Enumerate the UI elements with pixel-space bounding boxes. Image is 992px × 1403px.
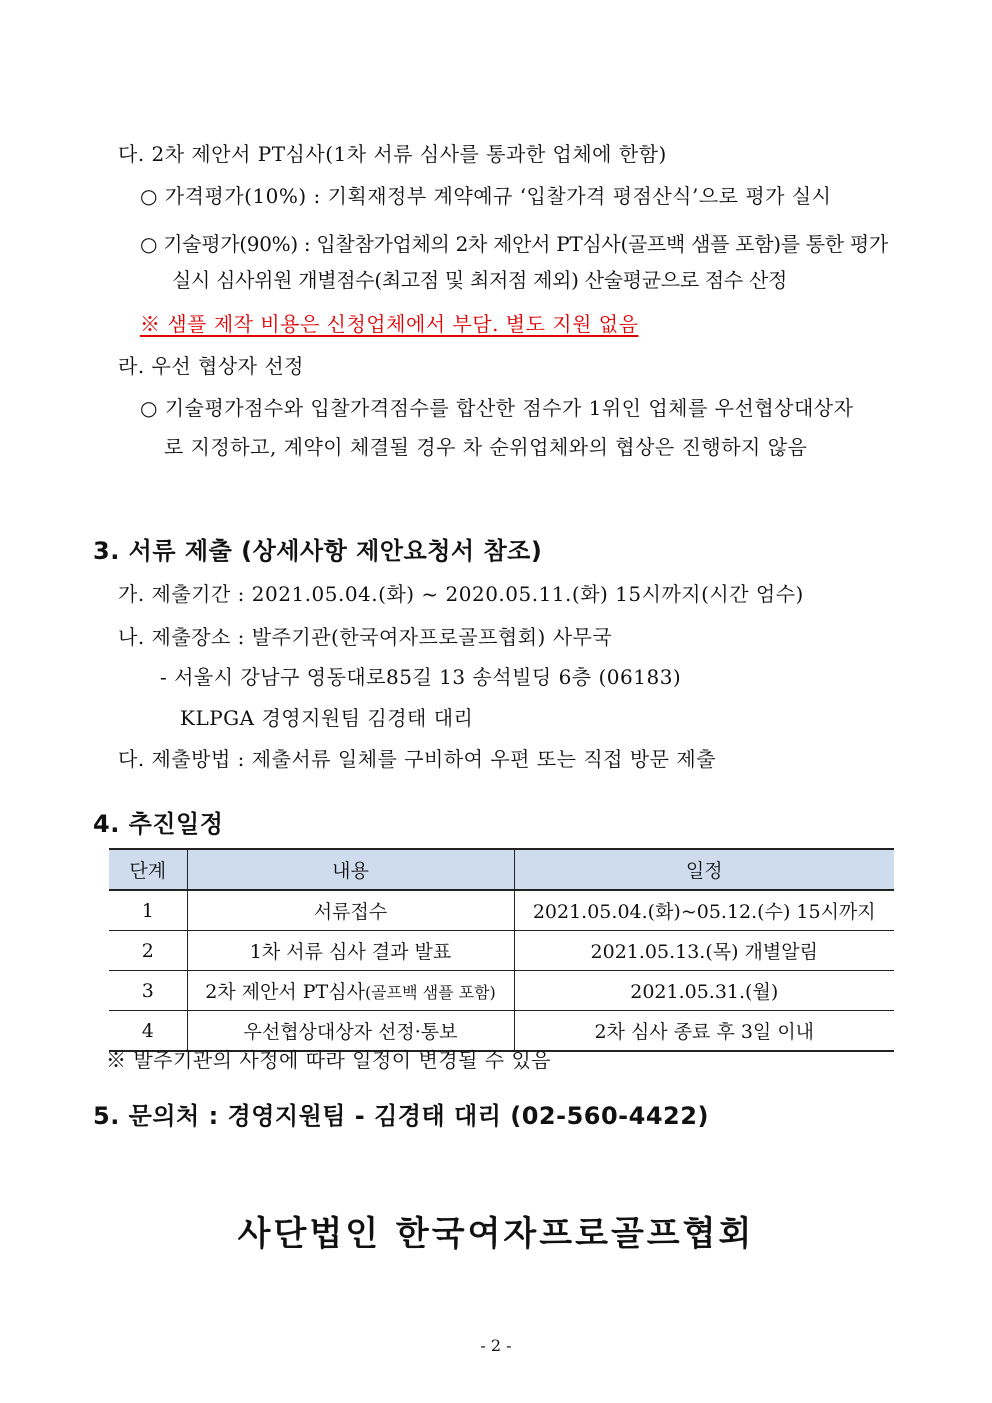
step-cell: 1 — [109, 890, 187, 931]
step-cell: 3 — [109, 971, 187, 1011]
content-text: 1차 서류 심사 결과 발표 — [249, 941, 452, 963]
submit-period: 가. 제출기간 : 2021.05.04.(화) ~ 2020.05.11.(화) 15시까지(시간 엄수) — [118, 582, 804, 606]
schedule-cell: 2차 심사 종료 후 3일 이내 — [514, 1011, 894, 1052]
content-cell — [187, 971, 514, 1011]
priority-line2: 로 지정하고, 계약이 체결될 경우 차 순위업체와의 협상은 진행하지 않음 — [164, 435, 808, 459]
content-text: 서류접수 — [313, 901, 388, 923]
schedule-cell: 2021.05.31.(월) — [514, 971, 894, 1011]
schedule-cell: 2021.05.13.(목) 개별알림 — [514, 931, 894, 971]
section3-heading: 3. 서류 제출 (상세사항 제안요청서 참조) — [93, 537, 543, 565]
table-row — [109, 971, 894, 1011]
section4-heading: 4. 추진일정 — [93, 810, 224, 838]
table-row — [109, 1011, 894, 1052]
submit-method: 다. 제출방법 : 제출서류 일체를 구비하여 우편 또는 직접 방문 제출 — [118, 747, 716, 771]
table-header-row — [109, 849, 894, 890]
table-row — [109, 931, 894, 971]
column-header-content: 내용 — [187, 849, 514, 890]
sample-cost-note: ※ 샘플 제작 비용은 신청업체에서 부담. 별도 지원 없음 — [140, 312, 639, 336]
price-eval: ○ 가격평가(10%) : 기획재정부 계약예규 ‘입찰가격 평점산식’으로 평가 실시 — [140, 184, 832, 208]
step-cell: 2 — [109, 931, 187, 971]
content-small-text: (골프백 샘플 포함) — [364, 983, 496, 1002]
step-cell: 4 — [109, 1011, 187, 1052]
schedule-note: ※ 발주기관의 사정에 따라 일정이 변경될 수 있음 — [106, 1048, 552, 1072]
section5-heading: 5. 문의처 : 경영지원팀 - 김경태 대리 (02-560-4422) — [93, 1102, 709, 1130]
content-cell — [187, 1011, 514, 1052]
content-cell — [187, 931, 514, 971]
content-text: 우선협상대상자 선정·통보 — [243, 1021, 458, 1043]
schedule-table — [109, 848, 894, 1052]
submit-contact: KLPGA 경영지원팀 김경태 대리 — [180, 706, 474, 730]
tech-eval-line1: ○ 기술평가(90%) : 입찰참가업체의 2차 제안서 PT심사(골프백 샘플 포함)를 통한 평가 — [140, 232, 888, 256]
schedule-cell: 2021.05.04.(화)~05.12.(수) 15시까지 — [514, 890, 894, 931]
column-header-step: 단계 — [109, 849, 187, 890]
column-header-schedule: 일정 — [514, 849, 894, 890]
priority-ra-title: 라. 우선 협상자 선정 — [118, 354, 304, 378]
page-number: - 2 - — [480, 1336, 512, 1355]
table-row — [109, 890, 894, 931]
tech-eval-line2: 실시 심사위원 개별점수(최고점 및 최저점 제외) 산술평균으로 점수 산정 — [172, 268, 788, 292]
organization-name: 사단법인 한국여자프로골프협회 — [237, 1214, 755, 1254]
eval-da-title: 다. 2차 제안서 PT심사(1차 서류 심사를 통과한 업체에 한함) — [118, 142, 667, 166]
priority-line1: ○ 기술평가점수와 입찰가격점수를 합산한 점수가 1위인 업체를 우선협상대상자 — [140, 396, 854, 420]
submit-address: - 서울시 강남구 영동대로85길 13 송석빌딩 6층 (06183) — [160, 665, 682, 689]
submit-place: 나. 제출장소 : 발주기관(한국여자프로골프협회) 사무국 — [118, 625, 613, 649]
content-text: 2차 제안서 PT심사 — [205, 981, 365, 1003]
content-cell — [187, 890, 514, 931]
